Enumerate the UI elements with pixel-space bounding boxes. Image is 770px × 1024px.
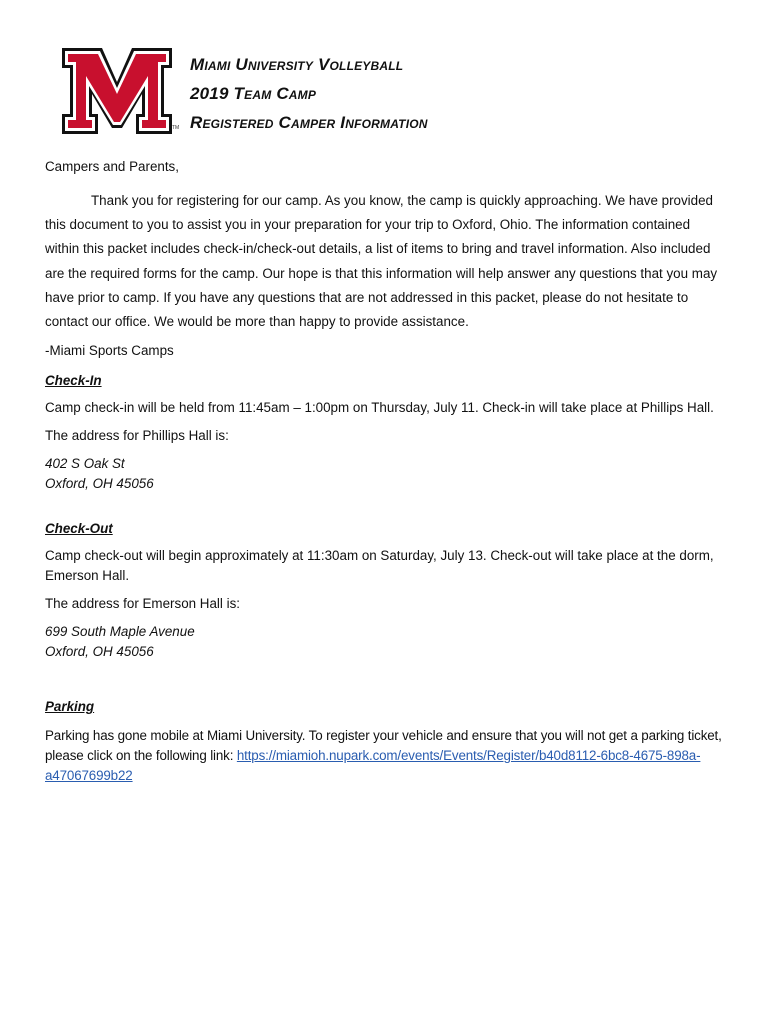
parking-heading: Parking xyxy=(45,699,95,715)
intro-paragraph: Thank you for registering for our camp. As you know, the camp is quickly approaching. We have provided this document to you to assist you in your preparation for your trip to Oxford, Ohio. The information contained within this packet includes check-in/check-out details, a list of items to bring and travel information. Also included are the required forms for the camp. Our hope is that this information will help answer any questions that you may have prior to camp. If you have any questions that are not addressed in this packet, please do not hesitate to contact our office. We would be more than happy to provide assistance. xyxy=(45,193,718,330)
checkin-address-line-2: Oxford, OH 45056 xyxy=(45,476,154,492)
parking-text: Parking has gone mobile at Miami University. To register your vehicle and ensure that you will not get a parking ticket, please click on the following link: xyxy=(45,728,722,764)
signature: -Miami Sports Camps xyxy=(45,343,174,359)
parking-registration-link[interactable]: https://miamioh.nupark.com/events/Events/Register/b40d8112-6bc8-4675-898a-a47067699b22 xyxy=(45,748,701,784)
title-line-1: Miami University Volleyball xyxy=(190,55,404,74)
checkout-section xyxy=(45,520,725,662)
miami-m-logo xyxy=(62,48,172,134)
document-title xyxy=(190,50,428,137)
checkin-text: Camp check-in will be held from 11:45am – 1:00pm on Thursday, July 11. Check-in will take place at Phillips Hall. xyxy=(45,400,714,416)
checkout-address-line-1: 699 South Maple Avenue xyxy=(45,624,195,640)
checkout-address-label: The address for Emerson Hall is: xyxy=(45,596,240,612)
checkin-section xyxy=(45,372,725,494)
checkin-address-line-1: 402 S Oak St xyxy=(45,456,125,472)
checkin-heading: Check-In xyxy=(45,373,102,389)
trademark-mark: TM xyxy=(172,125,180,131)
checkout-text: Camp check-out will begin approximately at 11:30am on Saturday, July 13. Check-out will take place at the dorm, Emerson Hall. xyxy=(45,548,714,584)
title-line-2: 2019 Team Camp xyxy=(190,84,317,103)
document-body xyxy=(45,158,725,786)
checkin-address-label: The address for Phillips Hall is: xyxy=(45,428,229,444)
greeting: Campers and Parents, xyxy=(45,159,179,174)
title-line-3: Registered Camper Information xyxy=(190,113,428,132)
checkout-heading: Check-Out xyxy=(45,521,113,537)
checkout-address-line-2: Oxford, OH 45056 xyxy=(45,644,154,660)
parking-section xyxy=(45,698,725,786)
parking-paragraph xyxy=(45,726,725,786)
